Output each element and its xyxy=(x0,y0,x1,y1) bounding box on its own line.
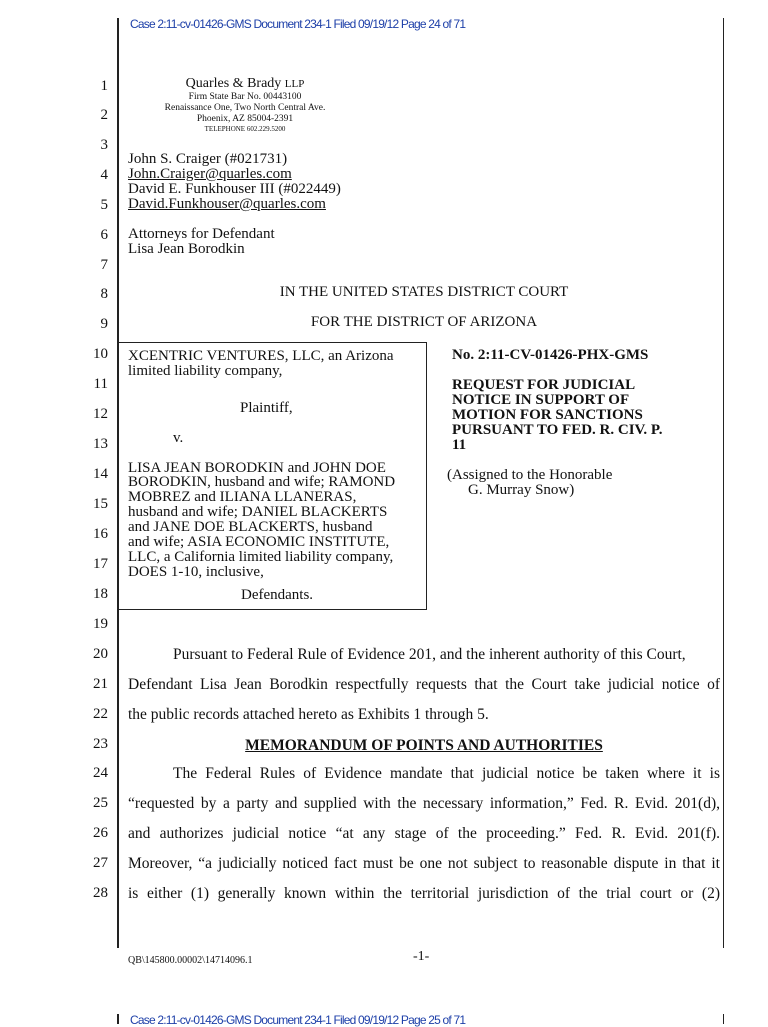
attorney-2-email[interactable]: David.Funkhouser@quarles.com xyxy=(128,196,326,212)
line-number: 6 xyxy=(100,227,108,243)
firm-llp: LLP xyxy=(284,78,305,90)
attorney-role-2: Lisa Jean Borodkin xyxy=(128,241,245,257)
assigned-judge-2: G. Murray Snow) xyxy=(468,482,575,498)
defendant-line-8: DOES 1-10, inclusive, xyxy=(128,564,264,580)
line-number: 5 xyxy=(100,197,108,213)
caption-divider-rule xyxy=(426,342,427,610)
line-number: 1 xyxy=(100,78,108,94)
body-para-2-line-5: is either (1) generally known within the territorial jurisdiction of the trial court or (2) xyxy=(128,885,720,902)
assigned-judge-1: (Assigned to the Honorable xyxy=(447,467,613,483)
defendant-line-1: LISA JEAN BORODKIN and JOHN DOE xyxy=(128,460,386,476)
plaintiff-line-1: XCENTRIC VENTURES, LLC, an Arizona xyxy=(128,348,394,364)
case-number: No. 2:11-CV-01426-PHX-GMS xyxy=(452,347,649,363)
line-number: 17 xyxy=(93,556,108,572)
caption-top-rule xyxy=(119,342,427,343)
line-number: 28 xyxy=(93,885,108,901)
court-name: IN THE UNITED STATES DISTRICT COURT xyxy=(279,284,569,300)
footer-page-number: -1- xyxy=(413,949,430,964)
firm-phone: TELEPHONE 602.229.5200 xyxy=(204,125,286,133)
firm-address-2: Phoenix, AZ 85004-2391 xyxy=(196,114,294,124)
body-para-1-line-3: the public records attached hereto as Exhibits 1 through 5. xyxy=(128,706,489,723)
document-title-5: 11 xyxy=(452,437,467,453)
attorney-role-1: Attorneys for Defendant xyxy=(128,226,275,242)
defendants-label: Defendants. xyxy=(241,587,314,603)
left-margin-rule-bottom xyxy=(117,1014,119,1024)
line-number: 24 xyxy=(93,765,108,781)
line-number: 7 xyxy=(100,257,108,273)
body-para-2-line-1: The Federal Rules of Evidence mandate that judicial notice be taken where it is xyxy=(173,765,720,782)
plaintiff-label: Plaintiff, xyxy=(240,400,293,416)
line-number: 22 xyxy=(93,706,108,722)
document-title-4: PURSUANT TO FED. R. CIV. P. xyxy=(452,422,663,438)
document-title-3: MOTION FOR SANCTIONS xyxy=(452,407,643,423)
footer-doc-id: QB\145800.00002\14714096.1 xyxy=(128,955,253,966)
attorney-1: John S. Craiger (#021731) xyxy=(128,151,288,167)
defendant-line-7: LLC, a California limited liability company, xyxy=(128,549,394,565)
line-number: 25 xyxy=(93,795,108,811)
defendant-line-5: and JANE DOE BLACKERTS, husband xyxy=(128,519,373,535)
line-number: 13 xyxy=(93,436,108,452)
line-number: 12 xyxy=(93,406,108,422)
body-para-2-line-4: Moreover, “a judicially noticed fact must be one not subject to reasonable dispute in that it xyxy=(128,855,720,872)
line-number: 23 xyxy=(93,736,108,752)
line-number: 9 xyxy=(100,316,108,332)
firm-name-line xyxy=(140,76,350,92)
left-margin-rule xyxy=(117,18,119,948)
case-header-bottom: Case 2:11-cv-01426-GMS Document 234-1 Filed 09/19/12 Page 25 of 71 xyxy=(130,1013,466,1027)
line-number: 16 xyxy=(93,526,108,542)
attorney-2: David E. Funkhouser III (#022449) xyxy=(128,181,341,197)
firm-bar-no: Firm State Bar No. 00443100 xyxy=(188,92,302,102)
line-number: 2 xyxy=(100,107,108,123)
defendant-line-3: MOBREZ and ILIANA LLANERAS, xyxy=(128,489,357,505)
versus: v. xyxy=(173,430,184,446)
line-number: 20 xyxy=(93,646,108,662)
line-number: 19 xyxy=(93,616,108,632)
document-title-2: NOTICE IN SUPPORT OF xyxy=(452,392,630,408)
right-margin-rule xyxy=(723,18,724,948)
caption-bottom-rule xyxy=(119,609,427,610)
body-para-2-line-2: “requested by a party and supplied with the necessary information,” Fed. R. Evid. 201(d), xyxy=(128,795,720,812)
firm-address-1: Renaissance One, Two North Central Ave. xyxy=(164,103,326,113)
line-number: 4 xyxy=(100,167,108,183)
body-para-1-line-1: Pursuant to Federal Rule of Evidence 201, and the inherent authority of this Court, xyxy=(173,646,686,663)
line-number: 26 xyxy=(93,825,108,841)
firm-name: Quarles & Brady xyxy=(185,76,282,91)
line-number: 14 xyxy=(93,466,108,482)
attorney-1-email[interactable]: John.Craiger@quarles.com xyxy=(128,166,292,182)
memorandum-heading: MEMORANDUM OF POINTS AND AUTHORITIES xyxy=(245,737,603,754)
line-number: 11 xyxy=(93,376,108,392)
defendant-line-4: husband and wife; DANIEL BLACKERTS xyxy=(128,504,388,520)
body-para-1-line-2: Defendant Lisa Jean Borodkin respectfully requests that the Court take judicial notice of xyxy=(128,676,720,693)
body-para-2-line-3: and authorizes judicial notice “at any stage of the proceeding.” Fed. R. Evid. 201(f). xyxy=(128,825,720,842)
right-margin-rule-bottom xyxy=(723,1014,724,1024)
line-number: 10 xyxy=(93,346,108,362)
line-number: 8 xyxy=(100,286,108,302)
defendant-line-2: BORODKIN, husband and wife; RAMOND xyxy=(128,474,396,490)
line-number: 27 xyxy=(93,855,108,871)
line-number: 3 xyxy=(100,137,108,153)
court-district: FOR THE DISTRICT OF ARIZONA xyxy=(310,314,538,330)
line-number: 21 xyxy=(93,676,108,692)
plaintiff-line-2: limited liability company, xyxy=(128,363,283,379)
defendant-line-6: and wife; ASIA ECONOMIC INSTITUTE, xyxy=(128,534,390,550)
firm-block xyxy=(140,76,350,134)
line-number: 15 xyxy=(93,496,108,512)
document-title-1: REQUEST FOR JUDICIAL xyxy=(452,377,636,393)
line-number: 18 xyxy=(93,586,108,602)
case-header: Case 2:11-cv-01426-GMS Document 234-1 Filed 09/19/12 Page 24 of 71 xyxy=(130,17,466,31)
